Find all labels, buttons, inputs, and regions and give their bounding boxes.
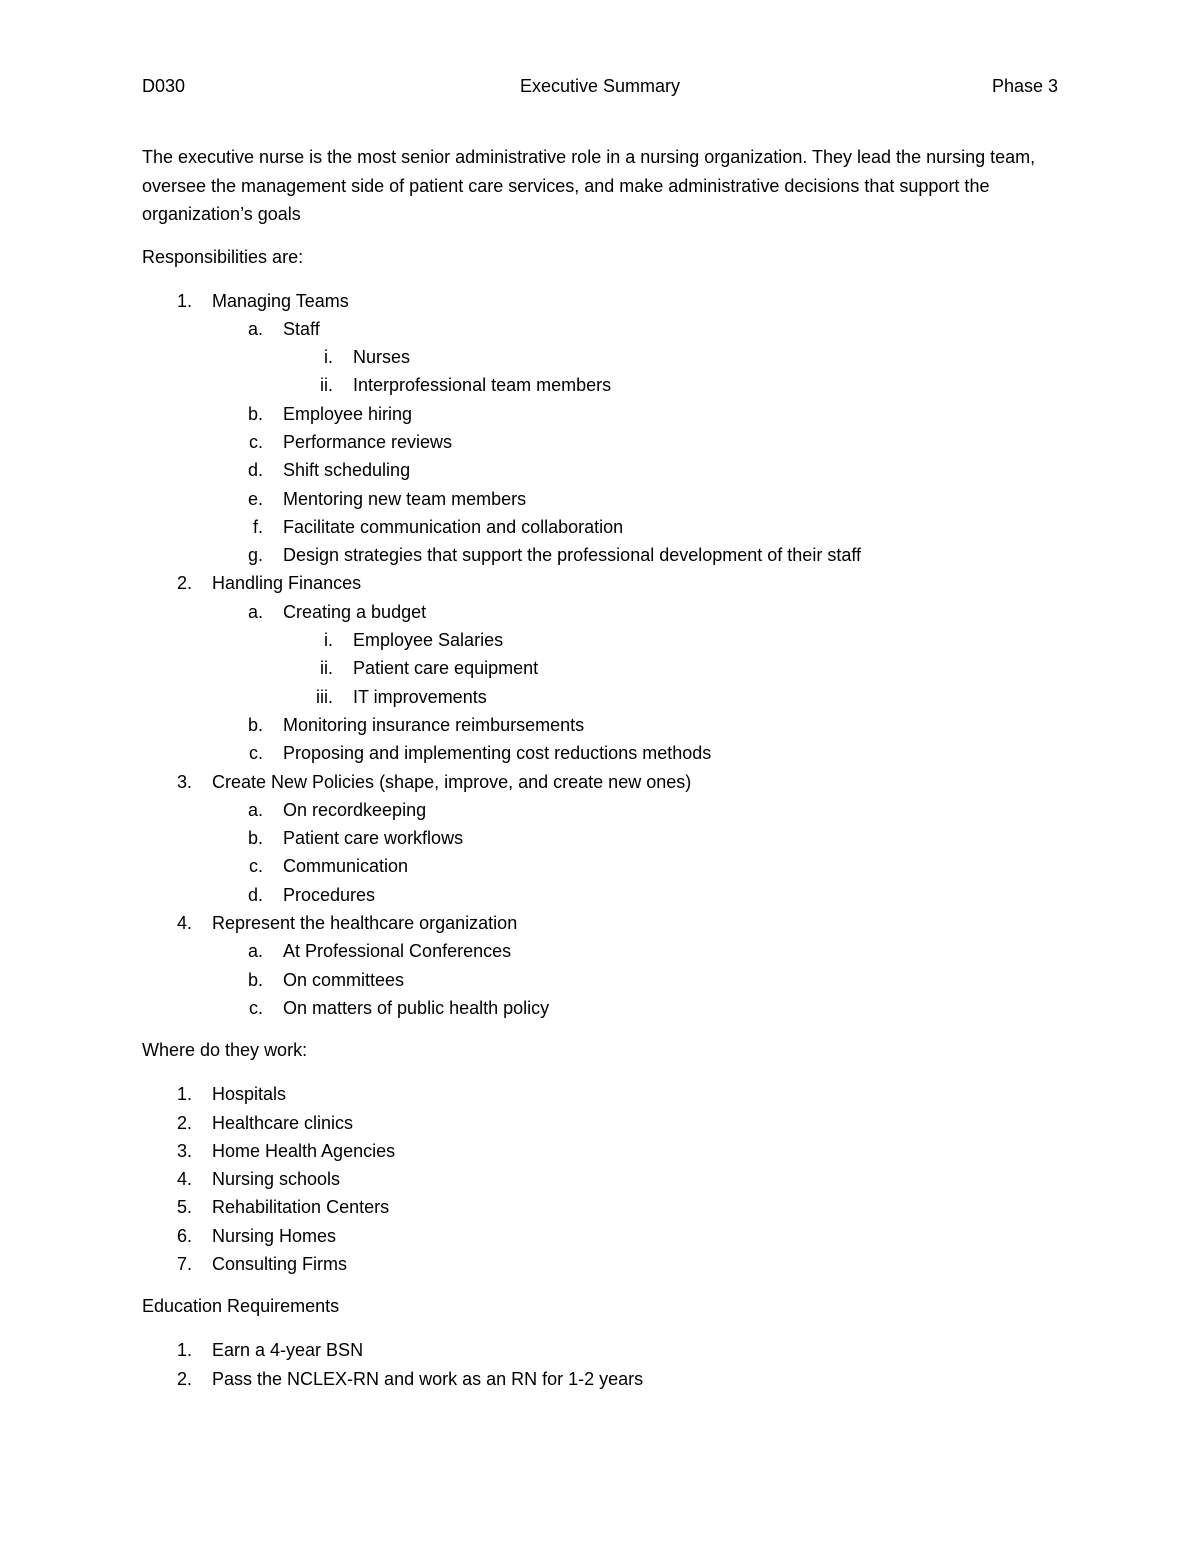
list-item-text: Earn a 4-year BSN — [212, 1340, 364, 1361]
list-marker: b. — [247, 969, 263, 990]
list-item — [142, 711, 1058, 739]
section-workplaces — [142, 1036, 1058, 1278]
list-marker: c. — [248, 431, 263, 452]
education-list — [142, 1336, 1058, 1393]
list-item-text: Pass the NCLEX-RN and work as an RN for 1-2 years — [212, 1368, 644, 1389]
list-item-text: Procedures — [283, 884, 376, 905]
list-item — [142, 796, 1058, 824]
list-item-text: Nurses — [353, 347, 411, 368]
list-marker: g. — [247, 545, 263, 566]
list-item — [142, 654, 1058, 682]
list-item — [142, 626, 1058, 654]
list-item-text: On recordkeeping — [283, 799, 427, 820]
list-item-text: Employee Salaries — [353, 630, 504, 651]
list-item-text: Design strategies that support the professional development of their staff — [283, 545, 862, 566]
list-item-text: Monitoring insurance reimbursements — [283, 714, 585, 735]
list-item-text: On matters of public health policy — [283, 997, 550, 1018]
list-marker: 4. — [176, 1169, 192, 1190]
list-marker: 1. — [176, 1084, 192, 1105]
list-marker: a. — [247, 799, 263, 820]
list-item — [142, 1365, 1058, 1393]
list-item-text: Staff — [283, 318, 320, 339]
list-item — [142, 909, 1058, 937]
list-item-text: Mentoring new team members — [283, 488, 527, 509]
list-marker: 2. — [176, 573, 192, 594]
list-item — [142, 1080, 1058, 1108]
list-item-text: Interprofessional team members — [353, 375, 612, 396]
list-item — [142, 1222, 1058, 1250]
page-header — [142, 74, 1058, 98]
list-item — [142, 1109, 1058, 1137]
responsibilities-list — [142, 287, 1058, 1023]
list-marker: 1. — [176, 1340, 192, 1361]
list-item — [142, 1193, 1058, 1221]
list-item-text: Facilitate communication and collaboration — [283, 516, 624, 537]
list-item — [142, 937, 1058, 965]
list-item-text: Communication — [283, 856, 409, 877]
list-item-text: Performance reviews — [283, 431, 453, 452]
list-item — [142, 541, 1058, 569]
header-course-code: D030 — [142, 76, 186, 96]
list-item — [142, 371, 1058, 399]
list-item-text: Represent the healthcare organization — [212, 913, 518, 934]
list-item — [142, 343, 1058, 371]
list-item-text: Home Health Agencies — [212, 1140, 396, 1161]
section-heading: Education Requirements — [142, 1296, 340, 1317]
list-item — [142, 824, 1058, 852]
list-item — [142, 456, 1058, 484]
list-item-text: Nursing schools — [212, 1169, 341, 1190]
list-marker: i. — [324, 347, 333, 368]
section-responsibilities — [142, 243, 1058, 1023]
list-marker: b. — [247, 714, 263, 735]
list-item — [142, 994, 1058, 1022]
list-marker: e. — [247, 488, 263, 509]
list-marker: a. — [247, 941, 263, 962]
list-item — [142, 428, 1058, 456]
list-item — [142, 1336, 1058, 1364]
header-title: Executive Summary — [519, 76, 681, 96]
workplaces-list — [142, 1080, 1058, 1278]
list-item-text: On committees — [283, 969, 405, 990]
list-item-text: Nursing Homes — [212, 1225, 337, 1246]
list-marker: ii. — [320, 375, 333, 396]
list-item — [142, 966, 1058, 994]
list-marker: 3. — [176, 771, 192, 792]
list-item-text: IT improvements — [353, 686, 487, 707]
list-marker: ii. — [320, 658, 333, 679]
list-item-text: At Professional Conferences — [283, 941, 512, 962]
section-education — [142, 1292, 1058, 1393]
list-marker: d. — [247, 884, 263, 905]
list-marker: 1. — [176, 290, 192, 311]
list-marker: 6. — [176, 1225, 192, 1246]
list-item — [142, 485, 1058, 513]
list-marker: b. — [247, 828, 263, 849]
list-marker: 3. — [176, 1140, 192, 1161]
list-marker: d. — [247, 460, 263, 481]
list-item-text: Handling Finances — [212, 573, 362, 594]
list-marker: 2. — [176, 1112, 192, 1133]
list-item-text: Rehabilitation Centers — [212, 1197, 390, 1218]
list-marker: a. — [247, 601, 263, 622]
list-marker: 5. — [176, 1197, 192, 1218]
list-marker: 7. — [176, 1254, 192, 1274]
list-item-text: Create New Policies (shape, improve, and create new ones) — [212, 771, 692, 792]
list-marker: 2. — [176, 1368, 192, 1389]
list-item-text: Consulting Firms — [212, 1254, 348, 1274]
list-item — [142, 513, 1058, 541]
list-marker: c. — [248, 997, 263, 1018]
list-marker: iii. — [316, 686, 333, 707]
list-item — [142, 1165, 1058, 1193]
list-marker: c. — [248, 743, 263, 764]
list-item-text: Employee hiring — [283, 403, 413, 424]
list-item-text: Shift scheduling — [283, 460, 411, 481]
list-marker: a. — [247, 318, 263, 339]
section-heading: Where do they work: — [142, 1040, 308, 1061]
list-item — [142, 852, 1058, 880]
document-body — [142, 143, 1058, 1393]
list-item — [142, 569, 1058, 597]
list-item — [142, 315, 1058, 343]
list-item — [142, 768, 1058, 796]
list-item-text: Managing Teams — [212, 290, 349, 311]
list-item-text: Proposing and implementing cost reductions methods — [283, 743, 712, 764]
list-item-text: Patient care equipment — [353, 658, 539, 679]
section-heading: Responsibilities are: — [142, 246, 304, 267]
list-marker: f. — [252, 516, 263, 537]
list-item-text: Patient care workflows — [283, 828, 464, 849]
list-item-text: Hospitals — [212, 1084, 287, 1105]
list-item-text: Healthcare clinics — [212, 1112, 354, 1133]
list-item-text: Creating a budget — [283, 601, 427, 622]
list-item — [142, 1137, 1058, 1165]
list-item — [142, 1250, 1058, 1278]
list-item — [142, 287, 1058, 315]
list-item — [142, 881, 1058, 909]
list-item — [142, 739, 1058, 767]
list-item — [142, 683, 1058, 711]
list-item — [142, 400, 1058, 428]
header-phase: Phase 3 — [991, 76, 1058, 96]
intro-paragraph: The executive nurse is the most senior administrative role in a nursing organization. They lead the nursing team, oversee the management side of patient care services, and make administrative decisions that support the organization’s goals — [142, 147, 1036, 224]
list-marker: i. — [324, 630, 333, 651]
list-marker: c. — [248, 856, 263, 877]
list-marker: b. — [247, 403, 263, 424]
list-item — [142, 598, 1058, 626]
list-marker: 4. — [176, 913, 192, 934]
